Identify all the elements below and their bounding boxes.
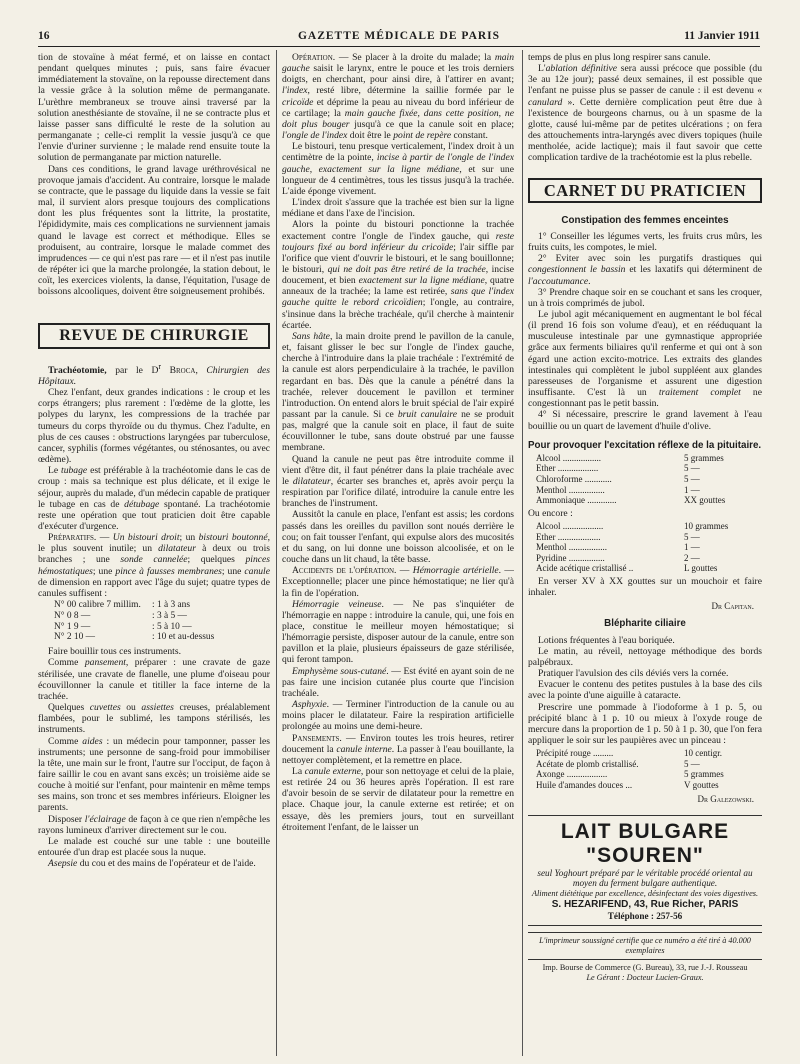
article-title <box>38 361 270 388</box>
list-item: Menthol ................ 1 — <box>536 484 700 495</box>
list-item: Acétate de plomb cristallisé. 5 — <box>536 758 700 769</box>
ad-address: S. HEZARIFEND, 43, Rue Richer, PARIS <box>551 898 739 910</box>
list-item: Alcool .................. 10 grammes <box>536 520 729 531</box>
column-rule <box>522 50 523 1056</box>
list-item: Ether .................. 5 — <box>536 463 700 474</box>
paragraph: Quand la canule ne peut pas être introduite comme il vient d'être dit, il faut pénétrer dans la plaie trachéale avec le dilatateur, écarter ses branches et, après avoir perçu la respiration par l'orifice dilaté, introduire la canule entre les branches de l'instrument. <box>282 453 514 510</box>
paragraph: L'ablation définitive sera aussi précoce que possible (du 3e au 12e jour); passé deux semaines, il est possible que l'enfant ne puisse plus se passer de canule : il est devenu « canulard ». Cette dernière complication peut être due à l'existence de bourgeons charnus, ou à un spasme de la glotte, causé lui-même par de petites ulcérations ; on fera des attouchements intra-laryngés avec divers topiques (huile mentholée, acide lactique); mais il faut savoir que cette complication tardive de la trachéotomie est la plus rebelle. <box>528 63 762 164</box>
paragraph-pansements: Pansements. — Environ toutes les trois heures, retirer doucement la canule interne. La passer à l'eau bouillante, la nettoyer complètement, et la remettre en place. <box>282 732 514 766</box>
prescription-list <box>536 748 762 790</box>
subheading-constipation: Constipation des femmes enceintes <box>561 214 729 226</box>
paragraph: La canule externe, pour son nettoyage et celui de la plaie, est retirée 24 ou 36 heures après l'opération. Il est rare d'avoir besoin de se servir de dilatateur pour la remettre en place. Chaque jour, la canule externe est retirée; et on essaye, dès les premiers jours, tout en surveillant étroitement l'enfant, de le laisser un <box>282 766 514 833</box>
paragraph-operation: Opération. — Se placer à la droite du malade; la main gauche saisit le larynx, entre le pouce et les trois derniers doigts, en cherchant, pour ainsi dire, à l'attirer en avant; l'index, resté libre, détermine la saillie formée par le cricoïde et déprime la peau au niveau du bord inférieur de ce cartilage; la main gauche fixée, dans cette position, ne doit plus bouger jusqu'à ce que la canule soit en place; l'ongle de l'index doit être le point de repère constant. <box>282 52 514 142</box>
paragraph: Comme aides : un médecin pour tamponner, passer les instruments; une personne de sang-froid pour immobiliser la tête, une main sur le front, l'autre sur l'occiput, de façon à faire saillir le cou en avant sans excès; un troisième aide se couche à moitié sur l'enfant, pour maintenir en même temps ses mains, son tronc et ses membres inférieurs. Eloigner les parents. <box>38 735 270 814</box>
paragraph: Le bistouri, tenu presque verticalement, l'index droit à un centimètre de la pointe, incise à partir de l'ongle de l'index gauche, exactement sur la ligne médiane, et sur une longueur de 4 centimètres, tous les tissus jusqu'à la trachée. L'aide éponge vivement. <box>282 141 514 197</box>
list-item: Huile d'amandes douces ... V gouttes <box>536 779 719 790</box>
column-middle <box>282 52 514 1056</box>
column-left <box>38 52 270 1056</box>
paragraph: Evacuer le contenu des petites pustules à la base des cils avec la pointe d'une aiguille à cataracte. <box>528 679 762 702</box>
paragraph: temps de plus en plus long respirer sans canule. <box>528 52 711 63</box>
paragraph: Chez l'enfant, deux grandes indications : le croup et les corps étrangers; plus rarement : l'œdème de la glotte, les polypes du larynx, les compressions de la trachée par tumeurs du corps thyroïde ou du thymus. Chez l'adulte, en plus de ces causes : obstructions laryngées par tuberculose, cancer, syphilis (formes végétantes, ou sténosantes, ou avec œdème). <box>38 387 270 466</box>
page-footer <box>528 932 762 983</box>
article-author-role: Chirurgien des Hôpitaux. <box>38 364 270 387</box>
paragraph-preparatifs: Préparatifs. — Un bistouri droit; un bistouri boutonné, le plus souvent inutile; un dilatateur à deux ou trois branches ; une sonde cannelée; quelques pinces hémostatiques; une pince à fausses membranes; une canule de dimension en rapport avec l'âge du sujet; quatre types de canules suffisent : <box>38 532 270 599</box>
subheading-blepharite: Blépharite ciliaire <box>604 618 686 630</box>
paragraph: Le matin, au réveil, nettoyage méthodique des bords palpébraux. <box>528 645 762 668</box>
paragraph: 3° Prendre chaque soir en se couchant et sans les croquer, un à trois comprimés de jubol. <box>528 286 762 309</box>
paragraph: Quelques cuvettes ou assiettes creuses, préalablement flambées, pour le sublimé, les tampons stérilisés, les instruments. <box>38 702 270 736</box>
paragraph: Sans hâte, la main droite prend le pavillon de la canule, et, faisant glisser le bec sur l'ongle de l'index gauche, cherche à l'introduire dans la plaie trachéale : l'extrémité de la canule est alors perpendiculaire à la trachée, le pavillon regardant en bas. Dès que la canule a pénétré dans la trachée, relever doucement le pavillon et terminer l'introduction. On entend alors le bruit spécial de l'air expiré passant par la canule. Si ce bruit canulaire ne se produit pas, malgré que la canule soit en place, il faut de suite écouvillonner le tube, sans doute obstrué par une fausse membrane. <box>282 330 514 454</box>
signature-galezowski: Dr Galezowski. <box>697 793 754 804</box>
paragraph: Asphyxie. — Terminer l'introduction de la canule ou au moins placer le dilatateur. Faire la respiration artificielle prolongée au moins une demi-heure. <box>282 699 514 733</box>
list-item: Menthol ................. 1 — <box>536 542 700 553</box>
paragraph: L'index droit s'assure que la trachée est bien sur la ligne médiane et dans l'axe de l'incision. <box>282 197 514 220</box>
list-item: Alcool ................. 5 grammes <box>536 452 724 463</box>
column-right <box>528 52 762 1056</box>
paragraph: Prescrire une pommade à l'iodoforme à 1 p. 5, ou précipité blanc à 1 p. 10 ou mieux à l'oxyde rouge de mercure dans la proportion de 1 p. 50 à 1 p. 30, que l'on fera appliquer le soir sur les paupières avec un pinceau : <box>528 701 762 746</box>
journal-title: GAZETTE MÉDICALE DE PARIS <box>297 30 501 42</box>
list-item: Ammoniaque ............. XX gouttes <box>536 495 726 506</box>
paragraph: Alors la pointe du bistouri ponctionne la trachée exactement contre l'ongle de l'index gauche, qui reste toujours fixé au bord inférieur du cricoïde; l'air siffle par l'orifice que vient d'ouvrir le bistouri, et le sang bouillonne; le bistouri, qui ne doit pas être retiré de la trachée, incise doucement, et bien exactement sur la ligne médiane, quatre anneaux de la trachée; la lame est retirée, sans que l'index gauche quitte le rebord cricoïdien; l'ongle, au contraire, s'insinue dans la brèche trachéale, qu'il cherche à maintenir écartée. <box>282 219 514 331</box>
list-item: Ether ................... 5 — <box>536 531 700 542</box>
paragraph: Lotions fréquentes à l'eau boriquée. <box>538 634 675 646</box>
print-run-notice: L'imprimeur soussigné certifie que ce numéro a été tiré à 40.000 exemplaires <box>539 935 751 955</box>
signature-capitan: Dr Capitan. <box>711 601 754 612</box>
prescription-list <box>536 453 762 506</box>
section-heading-carnet-praticien: CARNET DU PRATICIEN <box>528 178 762 203</box>
paragraph: Hémorragie veineuse. — Ne pas s'inquiéter de l'hémorragie en nappe : introduire la canule, qui, une fois en place, constitue le meilleur moyen hémostatique; si l'hémorragie persiste, disposer autour de la canule, entre son pavillon et la plaie, plusieurs épaisseurs de gaze stérilisée, qui feront tampon. <box>282 598 514 666</box>
article-title-text: Trachéotomie, <box>48 364 107 376</box>
advertisement-lait-bulgare <box>528 815 762 926</box>
paragraph: Disposer l'éclairage de façon à ce que rien n'empêche les rayons lumineux d'arriver directement sur le cou. <box>38 813 270 836</box>
issue-date: 11 Janvier 1911 <box>684 30 760 42</box>
table-row: N° 0 8 — : 3 à 5 — <box>54 610 187 621</box>
paragraph: 4° Si nécessaire, prescrire le grand lavement à l'eau bouillie ou un quart de lavement d'huile d'olive. <box>528 409 762 432</box>
paragraph: Emphysème sous-cutané. — Est évité en ayant soin de ne pas faire une incision cutanée plus courte que l'incision trachéale. <box>282 665 514 699</box>
article-author-sup: r <box>158 361 162 371</box>
paragraph: En verser XV à XX gouttes sur un mouchoir et faire inhaler. <box>528 575 762 599</box>
ad-telephone: Téléphone : 257-56 <box>607 910 683 921</box>
list-item: Chloroforme ............ 5 — <box>536 474 700 485</box>
list-item: Pyridine ................ 2 — <box>536 552 700 563</box>
ad-description: Aliment diététique par excellence, désinfectant des voies digestives. <box>531 888 759 898</box>
paragraph: 1° Conseiller les légumes verts, les fruits crus mûrs, les fruits cuits, les compotes, le miel. <box>528 230 762 254</box>
column-rule <box>276 50 277 1056</box>
ad-brand: LAIT BULGARE "SOUREN" <box>560 819 730 867</box>
canula-calibre-table <box>54 600 270 643</box>
article-author-prefix: par le D <box>106 364 159 376</box>
paragraph: Pratiquer l'avulsion des cils déviés vers la cornée. <box>538 668 729 680</box>
paragraph: Comme pansement, préparer : une cravate de gaze stérilisée, une cravate de flanelle, une plume d'oiseau pour écouvillonner la canule et titiller la face interne de la trachée. <box>38 657 270 702</box>
subheading-pituitaire: Pour provoquer l'excitation réflexe de la pituitaire. <box>528 439 762 451</box>
list-item: Axonge .................. 5 grammes <box>536 769 724 780</box>
paragraph: tion de stovaïne à méat fermé, et on laisse en contact pendant quelques minutes ; puis, sans faire évacuer immédiatement la stovaïne, on la repousse directement dans la vessie grâce à la solution même de permanganate. L'urèthre membraneux se trouve ainsi traversé par la solution anesthésiante de stovaïne, il ne se contracte plus et laisse passer sans difficulté le reste de la solution au permanganate ; celle-ci remplit la vessie jusqu'à ce que l'envie d'uriner survienne ; le malade rend ensuite toute la solution de permanganate par miction naturelle. <box>38 52 270 164</box>
paragraph: Dans ces conditions, le grand lavage uréthrovésical ne provoque jamais d'accident. Au contraire, lorsque le malade se contracte, que le passage du liquide dans la vessie se fait mal, il survient alors presque toujours des complications dont les plus fréquentes sont la littrite, la prostatite, l'épididymite, mais ces complications ne surviennent jamais quand le lavage est correct et méthodique. Elles se produisent, au contraire, lorsque le malade commet des imprudences — ce qui n'est pas rare — et il n'est pas inutile de répéter ici que la marche prolongée, la station debout, le coït, les exercices violents, la danse, l'équitation, l'usage de boissons alcooliques, doivent être soigneusement prohibés. <box>38 163 270 298</box>
paragraph: Ou encore : <box>528 507 573 519</box>
section-heading-revue-chirurgie: REVUE DE CHIRURGIE <box>38 323 270 348</box>
paragraph-accidents: Accidents de l'opération. — Hémorragie artérielle. — Exceptionnelle; placer une pince hémostatique; ne lier qu'à la fin de l'opération. <box>282 565 514 599</box>
paragraph: Le jubol agit mécaniquement en augmentant le bol fécal (il prend 16 fois son volume d'eau), et en rééduquant la musculeuse intestinale par une gymnastique appropriée grâce aux ferments biliaires qu'il renferme et qui ont à son égard une action excito-motrice. Les extraits des glandes intestinales qui complètent le jubol suppléent aux glandes paresseuses de l'organisme et assurent une digestion insuffisante. C'est là un traitement complet ne congestionnant pas le petit bassin. <box>528 308 762 410</box>
list-item: Précipité rouge ......... 10 centigr. <box>536 748 722 759</box>
list-item: Acide acétique cristallisé .. L gouttes <box>536 563 718 574</box>
paragraph: Le malade est couché sur une table : une bouteille entourée d'un drap est placée sous la nuque. <box>38 835 270 859</box>
page-number: 16 <box>38 30 50 42</box>
table-row: N° 1 9 — : 5 à 10 — <box>54 621 192 632</box>
article-author-name: Broca, <box>161 364 207 376</box>
table-row: N° 2 10 — : 10 et au-dessus <box>54 632 215 643</box>
managing-editor: Le Gérant : Docteur Lucien-Graux. <box>586 972 704 982</box>
table-row: N° 00 calibre 7 millim. : 1 à 3 ans <box>54 600 191 611</box>
prescription-list <box>536 521 762 574</box>
paragraph: Aussitôt la canule en place, l'enfant est assis; les cordons passés dans les oreilles du pavillon sont noués derrière le cou; on fait tousser l'enfant, qui expulse alors des mucosités et du sang, on lui donne une boisson alcoolisée, et on le couche dans un lit chaud, la tête basse. <box>282 509 514 566</box>
page-header <box>38 28 760 47</box>
printer-imprint: Imp. Bourse de Commerce (G. Bureau), 33, rue J.-J. Rousseau <box>528 959 762 973</box>
paragraph: 2° Eviter avec soin les purgatifs drastiques qui congestionnent le bassin et les laxatifs qui déterminent de l'accoutumance. <box>528 253 762 287</box>
paragraph: Faire bouillir tous ces instruments. <box>48 646 181 658</box>
paragraph: Le tubage est préférable à la trachéotomie dans le cas de croup : mais sa technique est plus délicate, et il exige le séjour, auprès du malade, d'un médecin capable de pratiquer le tubage en cas de détubage spontané. La trachéotomie reste une opération que tout praticien doit être capable d'exécuter d'urgence. <box>38 465 270 532</box>
paragraph: Asepsie du cou et des mains de l'opérateur et de l'aide. <box>48 858 256 870</box>
ad-tagline: seul Yoghourt préparé par le véritable procédé oriental au moyen du ferment bulgare authentique. <box>537 867 753 889</box>
